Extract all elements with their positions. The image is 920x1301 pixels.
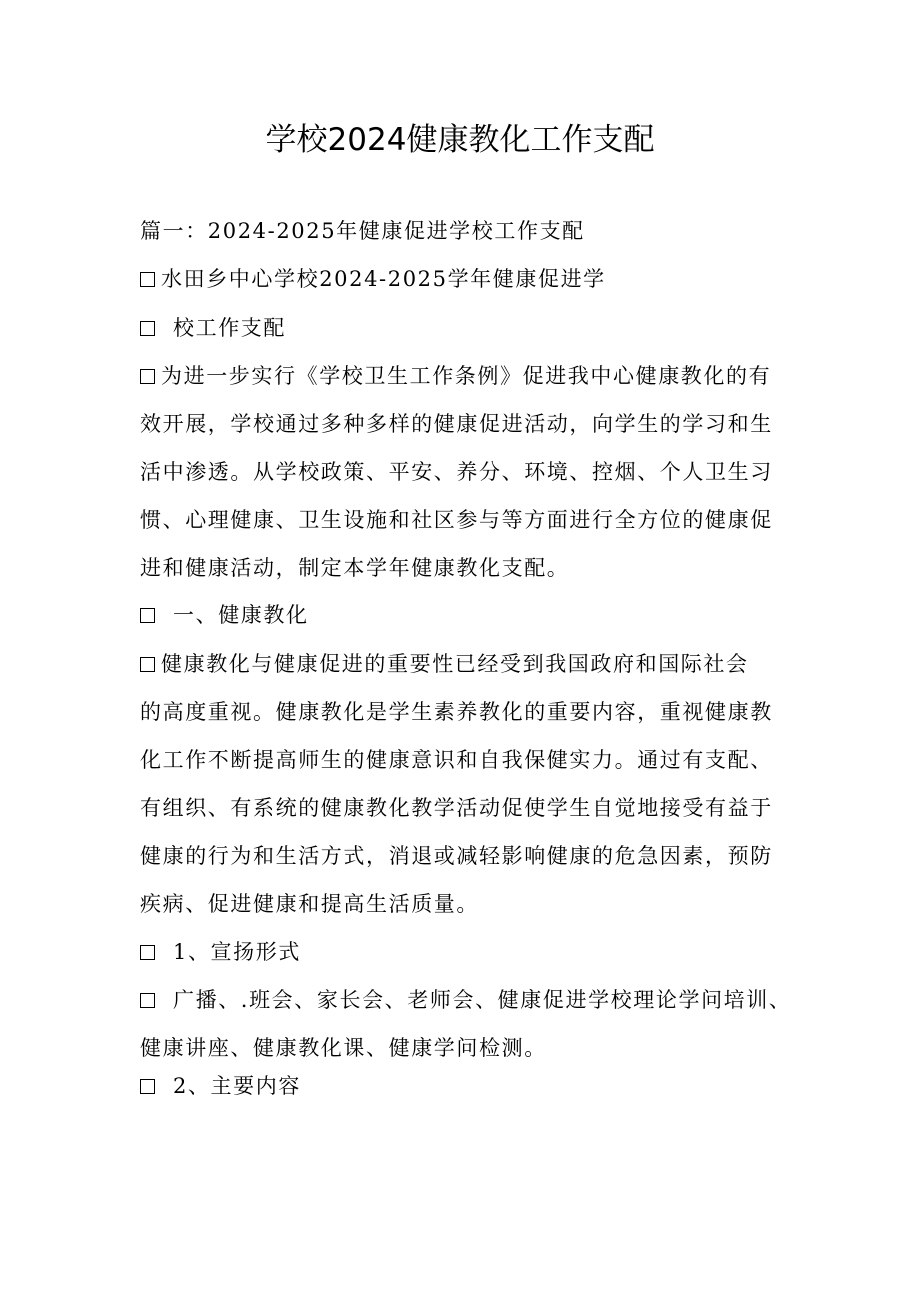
section-heading-1 bbox=[140, 601, 309, 629]
paragraph-line-14 bbox=[140, 890, 479, 918]
paragraph-line-9 bbox=[140, 650, 749, 678]
line-text: 健康讲座、健康教化课、健康学问检测。 bbox=[140, 1036, 547, 1060]
paragraph-line-12 bbox=[140, 794, 773, 822]
paragraph-line-4 bbox=[140, 362, 771, 390]
checkbox-glyph-icon bbox=[140, 945, 155, 960]
line-text: 篇一：2024-2025年健康促进学校工作支配 bbox=[140, 219, 585, 243]
paragraph-line-13 bbox=[140, 842, 773, 870]
checkbox-glyph-icon bbox=[140, 321, 155, 336]
paragraph-line-10 bbox=[140, 698, 773, 726]
line-text: 进和健康活动，制定本学年健康教化支配。 bbox=[140, 556, 570, 580]
line-text: 水田乡中心学校2024-2025学年健康促进学 bbox=[161, 267, 606, 291]
line-text: 2、主要内容 bbox=[173, 1074, 301, 1098]
line-text: 化工作不断提高师生的健康意识和自我保健实力。通过有支配、 bbox=[140, 748, 773, 772]
line-text: 有组织、有系统的健康教化教学活动促使学生自觉地接受有益于 bbox=[140, 796, 773, 820]
paragraph-line-11 bbox=[140, 746, 773, 774]
line-text: 疾病、促进健康和提高生活质量。 bbox=[140, 892, 479, 916]
paragraph-line-7 bbox=[140, 506, 773, 534]
line-text: 活中渗透。从学校政策、平安、养分、环境、控烟、个人卫生习 bbox=[140, 460, 773, 484]
paragraph-line-16 bbox=[140, 1034, 547, 1062]
line-text: 的高度重视。健康教化是学生素养教化的重要内容，重视健康教 bbox=[140, 700, 773, 724]
section-heading-2 bbox=[140, 938, 301, 966]
checkbox-glyph-icon bbox=[140, 272, 155, 287]
line-text: 广播、.班会、家长会、老师会、健康促进学校理论学问培训、 bbox=[173, 988, 792, 1012]
line-text: 惯、心理健康、卫生设施和社区参与等方面进行全方位的健康促 bbox=[140, 508, 773, 532]
checkbox-glyph-icon bbox=[140, 993, 155, 1008]
checkbox-glyph-icon bbox=[140, 608, 155, 623]
paragraph-line-15 bbox=[140, 986, 791, 1014]
line-text: 校工作支配 bbox=[173, 316, 286, 340]
paragraph-line-5 bbox=[140, 410, 773, 438]
paragraph-line-3 bbox=[140, 314, 286, 342]
line-text: 健康教化与健康促进的重要性已经受到我国政府和国际社会 bbox=[161, 652, 749, 676]
line-text: 一、健康教化 bbox=[173, 603, 309, 627]
paragraph-line-1 bbox=[140, 217, 585, 245]
line-text: 1、宣扬形式 bbox=[173, 940, 301, 964]
checkbox-glyph-icon bbox=[140, 1079, 155, 1094]
document-title: 学校2024健康教化工作支配 bbox=[265, 122, 655, 158]
line-text: 为进一步实行《学校卫生工作条例》促进我中心健康教化的有 bbox=[161, 364, 772, 388]
line-text: 健康的行为和生活方式，消退或减轻影响健康的危急因素，预防 bbox=[140, 844, 773, 868]
paragraph-line-6 bbox=[140, 458, 773, 486]
line-text: 效开展，学校通过多种多样的健康促进活动，向学生的学习和生 bbox=[140, 412, 773, 436]
checkbox-glyph-icon bbox=[140, 369, 155, 384]
paragraph-line-8 bbox=[140, 554, 569, 582]
paragraph-line-2 bbox=[140, 265, 606, 293]
checkbox-glyph-icon bbox=[140, 657, 155, 672]
section-heading-3 bbox=[140, 1072, 301, 1100]
